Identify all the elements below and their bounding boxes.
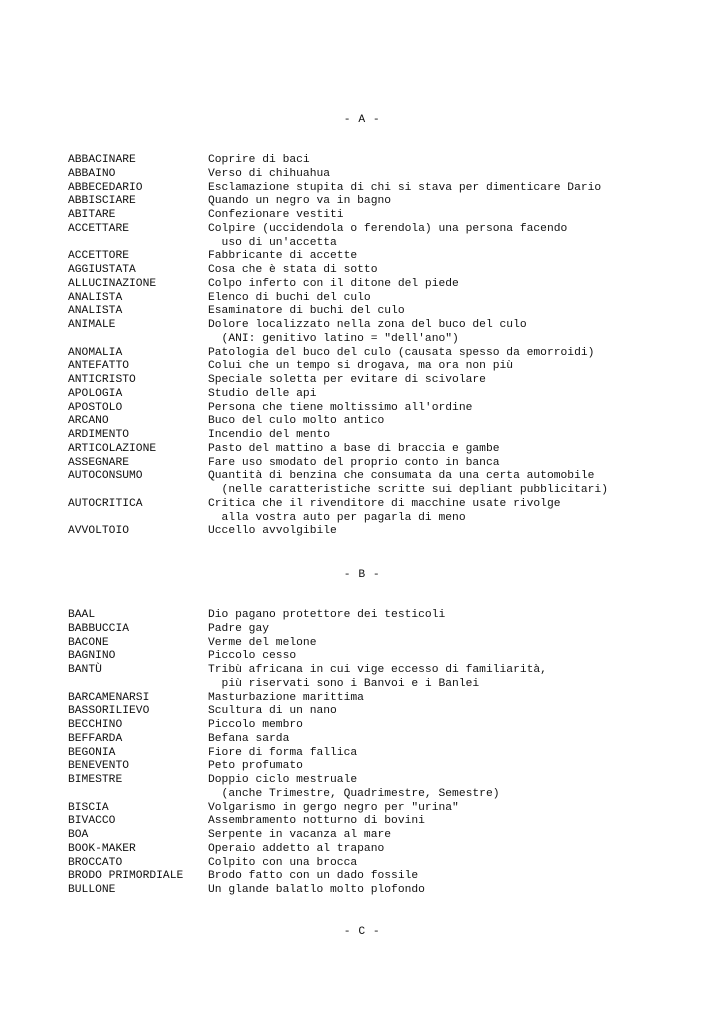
entry-definition: Volgarismo in gergo negro per "urina" (208, 801, 459, 814)
entry-term: BOA (68, 829, 89, 841)
entry-definition: Un glande balatlo molto plofondo (208, 884, 425, 896)
glossary-entry (68, 209, 708, 223)
glossary-entry (68, 347, 708, 361)
entry-term: ABBACINARE (68, 154, 136, 166)
entry-term: BRODO PRIMORDIALE (68, 870, 184, 883)
glossary-entry (68, 278, 708, 292)
entry-definition: Doppio ciclo mestruale (anche Trimestre, Quadrimestre, Semestre) (208, 774, 500, 800)
glossary-entry (68, 415, 708, 429)
entry-definition: Verme del melone (208, 636, 317, 649)
glossary-entry (68, 154, 708, 168)
entry-term: ABBECEDARIO (68, 181, 143, 194)
entry-term: BECCHINO (68, 719, 123, 731)
entry-term: BEFFARDA (68, 732, 123, 745)
glossary-entry (68, 498, 708, 526)
glossary-entry (68, 319, 708, 347)
entry-term: ARTICOLAZIONE (68, 442, 157, 455)
entry-term: BIVACCO (68, 815, 116, 828)
entry-term: BEGONIA (68, 746, 116, 759)
entry-definition: Colpo inferto con il ditone del piede (208, 277, 459, 290)
entry-definition: Masturbazione marittima (208, 691, 364, 704)
entry-term: BENEVENTO (68, 760, 130, 773)
entry-definition: Serpente in vacanza al mare (208, 829, 392, 841)
entry-term: BABBUCCIA (68, 622, 130, 635)
entry-definition: Fabbricante di accette (208, 250, 358, 263)
glossary-entry (68, 774, 708, 802)
entry-term: ARDIMENTO (68, 429, 130, 441)
entry-definition: Uccello avvolgibile (208, 525, 337, 538)
glossary-entry (68, 223, 708, 251)
glossary-entry (68, 637, 708, 651)
glossary-entry (68, 360, 708, 374)
glossary-entry (68, 664, 708, 692)
entry-term: ACCETTORE (68, 250, 130, 263)
entry-definition: Coprire di baci (208, 154, 310, 166)
glossary-entry (68, 650, 708, 664)
entry-term: APOSTOLO (68, 401, 123, 414)
entry-term: BASSORILIEVO (68, 705, 150, 718)
glossary-entry (68, 884, 708, 898)
entry-term: BARCAMENARSI (68, 691, 150, 704)
entry-definition: Peto profumato (208, 760, 303, 773)
entry-term: ANOMALIA (68, 346, 123, 359)
section-header-c: - C - (343, 926, 381, 938)
entry-term: APOLOGIA (68, 387, 123, 400)
entry-definition: Incendio del mento (208, 429, 331, 441)
entry-term: AGGIUSTATA (68, 264, 136, 276)
glossary-entry (68, 292, 708, 306)
entry-definition: Buco del culo molto antico (208, 415, 385, 428)
entry-definition: Quantità di benzina che consumata da una certa automobile (nelle caratteristiche scritte sui depliant pubblicitari) (208, 470, 608, 496)
glossary-entry (68, 623, 708, 637)
entry-definition: Critica che il rivenditore di macchine usate rivolge alla vostra auto per pagarla di meno (208, 497, 561, 524)
entry-definition: Colpire (uccidendola o ferendola) una persona facendo uso di un'accetta (208, 222, 568, 249)
entry-term: BROCCATO (68, 856, 123, 869)
glossary-entry (68, 829, 708, 843)
entry-term: ASSEGNARE (68, 456, 130, 469)
entry-definition: Patologia del buco del culo (causata spesso da emorroidi) (208, 346, 595, 359)
glossary-entry (68, 402, 708, 416)
entry-term: BAGNINO (68, 650, 116, 663)
glossary-entry (68, 374, 708, 388)
entry-definition: Scultura di un nano (208, 705, 337, 718)
entry-term: BANTÙ (68, 664, 102, 676)
glossary-entry (68, 802, 708, 816)
entry-definition: Colpito con una brocca (208, 856, 358, 869)
glossary-entry (68, 429, 708, 443)
glossary-entry (68, 815, 708, 829)
entry-definition: Elenco di buchi del culo (208, 291, 371, 304)
entry-term: ANTEFATTO (68, 360, 130, 373)
entry-term: BACONE (68, 636, 109, 649)
glossary-entry (68, 388, 708, 402)
glossary-entry (68, 250, 708, 264)
entries-list-a (68, 154, 708, 539)
glossary-entry (68, 609, 708, 623)
glossary-entry (68, 870, 708, 884)
entry-definition: Persona che tiene moltissimo all'ordine (208, 401, 473, 414)
entry-definition: Pasto del mattino a base di braccia e gambe (208, 442, 500, 455)
entry-definition: Confezionare vestiti (208, 209, 344, 221)
entries-list-b (68, 609, 708, 898)
entry-definition: Esclamazione stupita di chi si stava per dimenticare Dario (208, 181, 602, 194)
entry-definition: Cosa che è stata di sotto (208, 264, 378, 276)
entry-term: ALLUCINAZIONE (68, 277, 157, 290)
glossary-entry (68, 760, 708, 774)
entry-term: AUTOCONSUMO (68, 470, 143, 483)
entry-term: ACCETTARE (68, 222, 130, 235)
glossary-entry (68, 470, 708, 498)
entry-definition: Fare uso smodato del proprio conto in banca (208, 456, 500, 469)
glossary-entry (68, 843, 708, 857)
section-header-a: - A - (343, 114, 381, 126)
glossary-entry (68, 443, 708, 457)
entry-definition: Piccolo cesso (208, 650, 297, 663)
entry-definition: Brodo fatto con un dado fossile (208, 870, 419, 883)
glossary-entry (68, 457, 708, 471)
entry-term: ABBAINO (68, 167, 116, 180)
entry-term: BOOK-MAKER (68, 842, 136, 855)
entry-term: ANALISTA (68, 305, 123, 318)
glossary-entry (68, 182, 708, 196)
glossary-entry (68, 168, 708, 182)
glossary-entry (68, 195, 708, 209)
entry-term: BAAL (68, 609, 96, 621)
glossary-entry (68, 692, 708, 706)
entry-definition: Tribù africana in cui vige eccesso di familiarità, più riservati sono i Banvoi e i Banlei (208, 664, 547, 690)
entry-definition: Piccolo membro (208, 719, 303, 731)
entry-term: AVVOLTOIO (68, 525, 130, 538)
glossary-entry (68, 305, 708, 319)
entry-definition: Esaminatore di buchi del culo (208, 305, 405, 318)
entry-term: AUTOCRITICA (68, 497, 143, 510)
entry-definition: Speciale soletta per evitare di scivolare (208, 374, 486, 386)
entry-definition: Assembramento notturno di bovini (208, 815, 425, 828)
entry-definition: Verso di chihuahua (208, 167, 331, 180)
glossary-entry (68, 857, 708, 871)
entry-definition: Colui che un tempo si drogava, ma ora non più (208, 360, 514, 373)
glossary-entry (68, 747, 708, 761)
entry-definition: Operaio addetto al trapano (208, 842, 385, 855)
entry-term: BULLONE (68, 884, 116, 896)
entry-definition: Dolore localizzato nella zona del buco del culo (ANI: genitivo latino = "dell'ano") (208, 319, 527, 345)
entry-term: ANIMALE (68, 319, 116, 331)
entry-term: ABBISCIARE (68, 195, 136, 208)
entry-term: BISCIA (68, 801, 109, 814)
section-header-b: - B - (343, 569, 381, 581)
entry-definition: Studio delle api (208, 387, 317, 400)
entry-term: ABITARE (68, 209, 116, 221)
glossary-entry (68, 264, 708, 278)
entry-definition: Dio pagano protettore dei testicoli (208, 609, 446, 621)
entry-definition: Padre gay (208, 622, 270, 635)
entry-definition: Fiore di forma fallica (208, 746, 358, 759)
entry-term: ANALISTA (68, 291, 123, 304)
entry-definition: Quando un negro va in bagno (208, 195, 392, 208)
glossary-entry (68, 719, 708, 733)
glossary-entry (68, 733, 708, 747)
entry-term: ARCANO (68, 415, 109, 428)
entry-term: BIMESTRE (68, 774, 123, 786)
entry-term: ANTICRISTO (68, 374, 136, 386)
entry-definition: Befana sarda (208, 732, 290, 745)
glossary-entry (68, 705, 708, 719)
glossary-entry (68, 525, 708, 539)
